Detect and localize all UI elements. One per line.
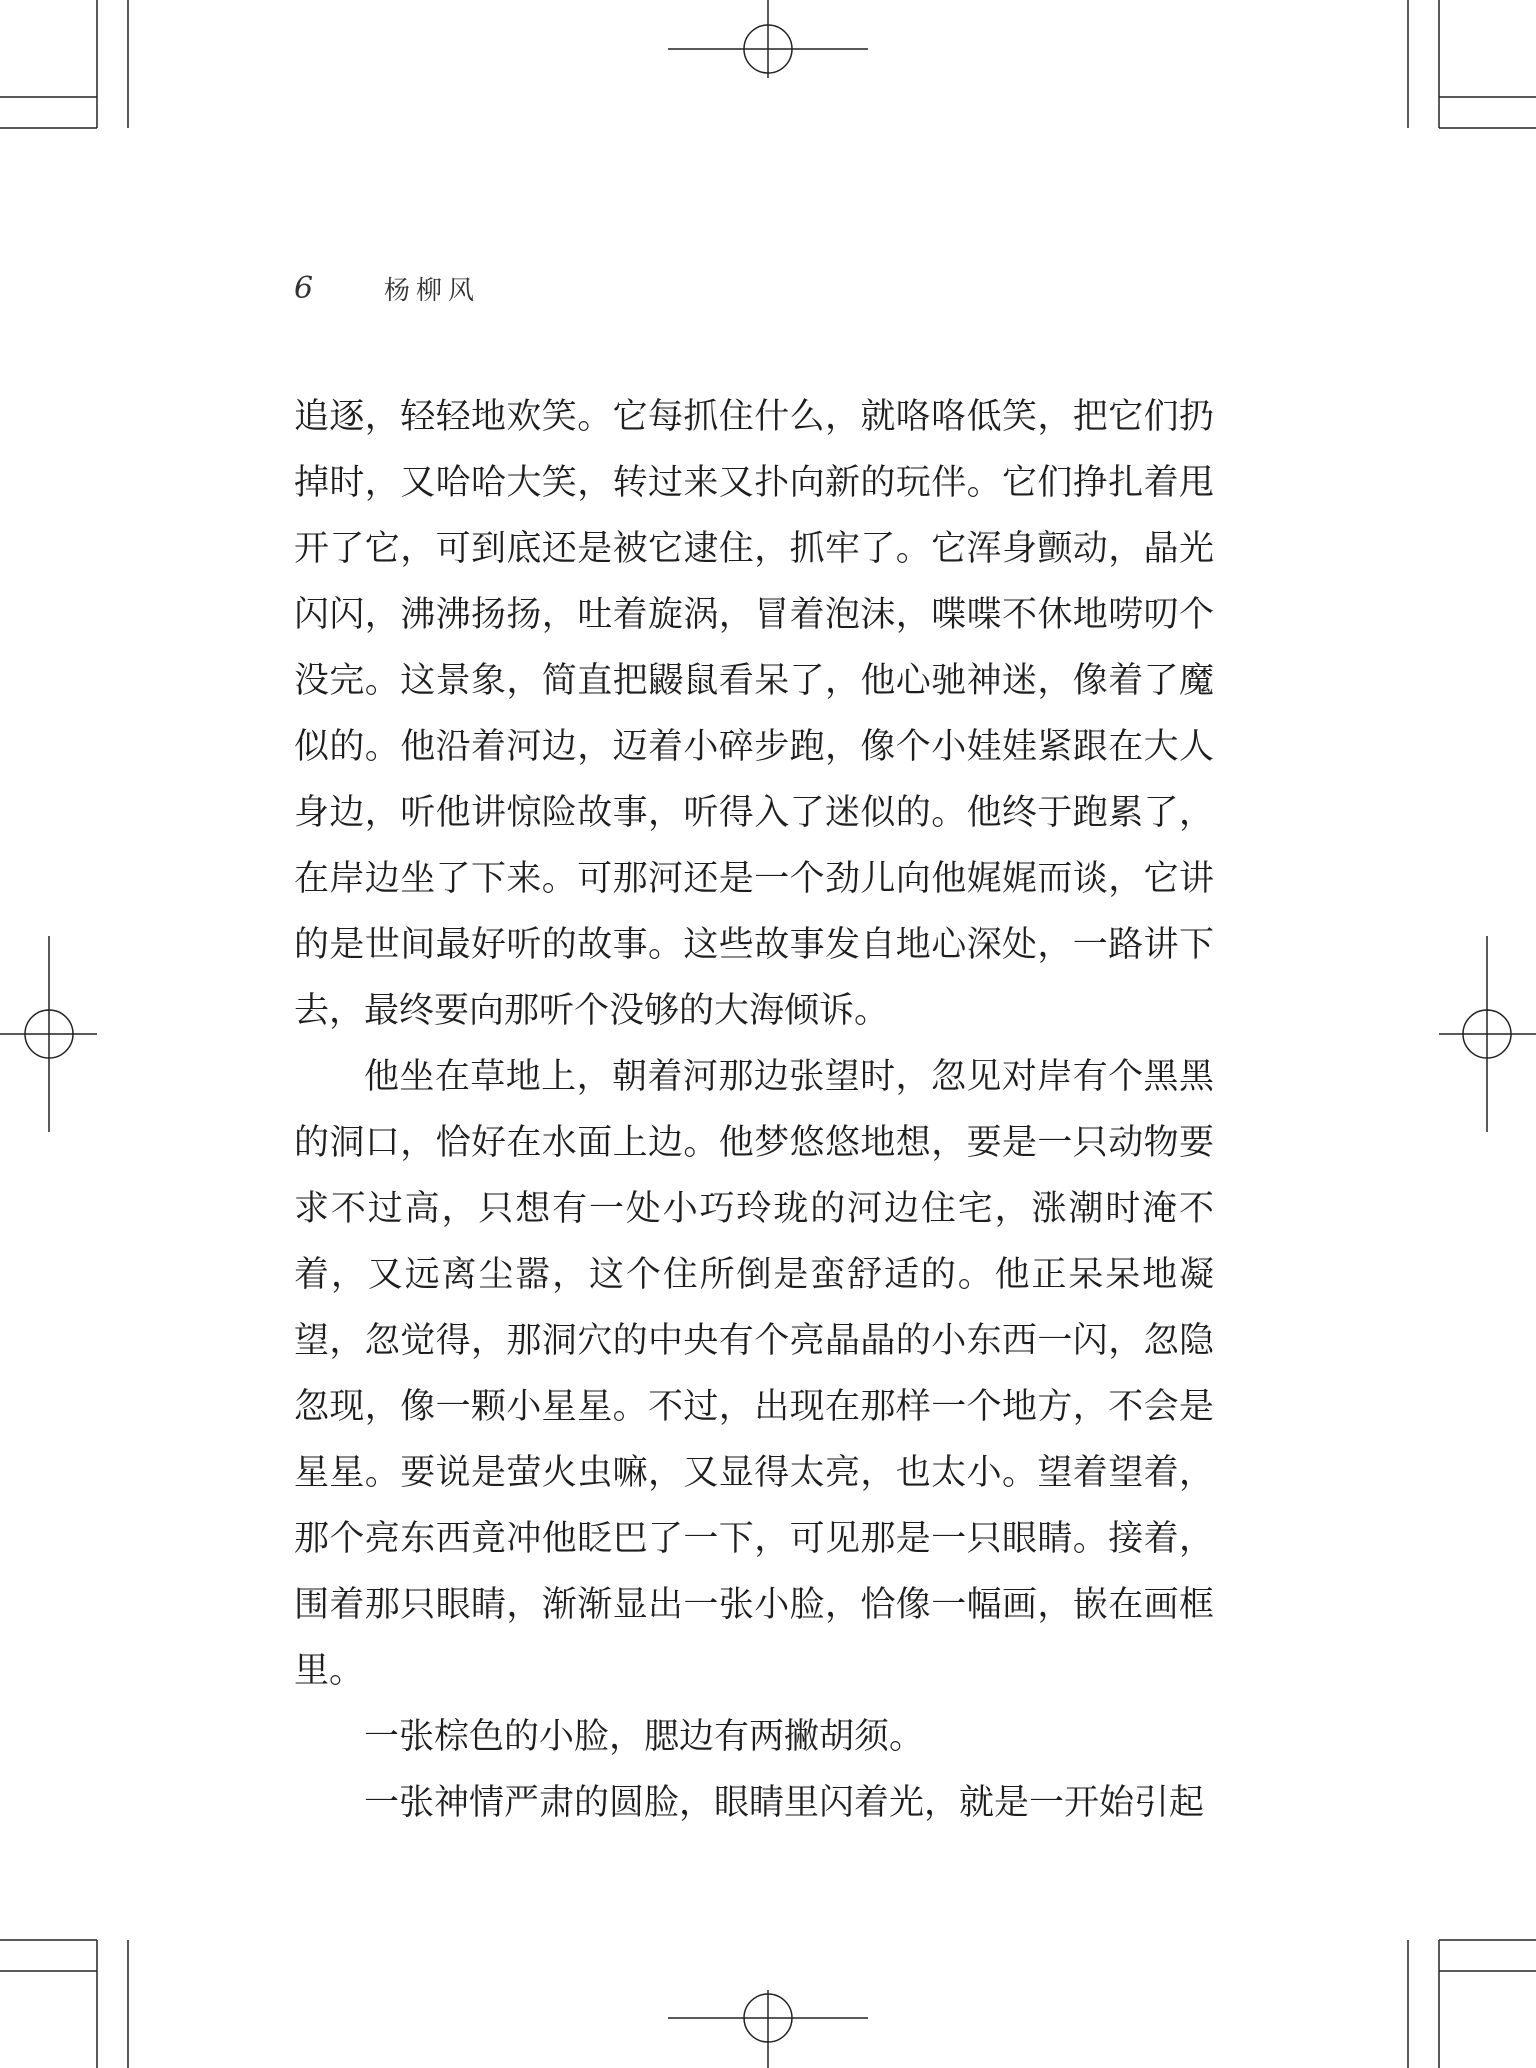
page-number: 6 [294, 270, 314, 306]
body-text [294, 384, 1214, 1836]
paragraph: 追逐，轻轻地欢笑。它每抓住什么，就咯咯低笑，把它们扔掉时，又哈哈大笑，转过来又扑向新的玩伴。它们挣扎着甩开了它，可到底还是被它逮住，抓牢了。它浑身颤动，晶光闪闪，沸沸扬扬，吐着旋涡，冒着泡沫，喋喋不休地唠叨个没完。这景象，简直把鼹鼠看呆了，他心驰神迷，像着了魔似的。他沿着河边，迈着小碎步跑，像个小娃娃紧跟在大人身边，听他讲惊险故事，听得入了迷似的。他终于跑累了，在岸边坐了下来。可那河还是一个劲儿向他娓娓而谈，它讲的是世间最好听的故事。这些故事发自地心深处，一路讲下去，最终要向那听个没够的大海倾诉。 [294, 397, 1214, 1031]
paragraph: 他坐在草地上，朝着河那边张望时，忽见对岸有个黑黑的洞口，恰好在水面上边。他梦悠悠地想，要是一只动物要求不过高，只想有一处小巧玲珑的河边住宅，涨潮时淹不着，又远离尘嚣，这个住所倒是蛮舒适的。他正呆呆地凝望，忽觉得，那洞穴的中央有个亮晶晶的小东西一闪，忽隐忽现，像一颗小星星。不过，出现在那样一个地方，不会是星星。要说是萤火虫嘛，又显得太亮，也太小。望着望着，那个亮东西竟冲他眨巴了一下，可见那是一只眼睛。接着，围着那只眼睛，渐渐显出一张小脸，恰像一幅画，嵌在画框里。 [294, 1057, 1214, 1691]
running-header [294, 268, 480, 308]
paragraph: 一张棕色的小脸，腮边有两撇胡须。 [364, 1717, 925, 1757]
running-title: 杨柳风 [384, 275, 481, 306]
paragraph: 一张神情严肃的圆脸，眼睛里闪着光，就是一开始引起 [364, 1783, 1205, 1823]
